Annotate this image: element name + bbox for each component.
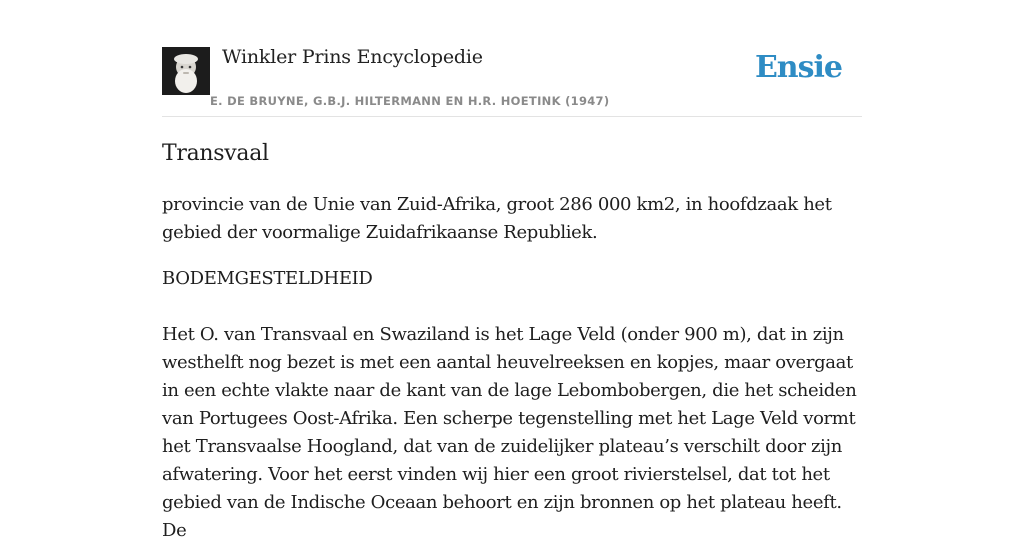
authors-line: E. DE BRUYNE, G.B.J. HILTERMANN EN H.R. HOETINK (1947) xyxy=(210,94,610,108)
portrait-icon xyxy=(162,47,210,95)
article-title: Transvaal xyxy=(162,141,269,166)
site-header xyxy=(162,0,862,117)
article-body-paragraph: Het O. van Transvaal en Swaziland is het Lage Veld (onder 900 m), dat in zijn westhelft nog bezet is met een aantal heuvelreeksen en kopjes, maar overgaat in een echte vlakte naar de kant van de lage Lebombobergen, die het scheiden van Portugees Oost-Afrika. Een scherpe tegenstelling met het Lage Veld vormt het Transvaalse Hoogland, dat van de zuidelijker plateau’s verschilt door zijn afwatering. Voor het eerst vinden wij hier een groot rivierstelsel, dat tot het gebied van de Indische Oceaan behoort en zijn bronnen op het plateau heeft. De xyxy=(162,324,857,541)
encyclopedia-title[interactable]: Winkler Prins Encyclopedie xyxy=(222,46,483,68)
section-heading: BODEMGESTELDHEID xyxy=(162,268,373,289)
author-portrait-avatar xyxy=(162,47,210,95)
article-intro: provincie van de Unie van Zuid-Afrika, groot 286 000 km2, in hoofdzaak het gebied der voormalige Zuidafrikaanse Republiek. xyxy=(162,194,832,243)
ensie-logo-link[interactable]: Ensie xyxy=(754,50,842,85)
article-content xyxy=(162,138,866,545)
